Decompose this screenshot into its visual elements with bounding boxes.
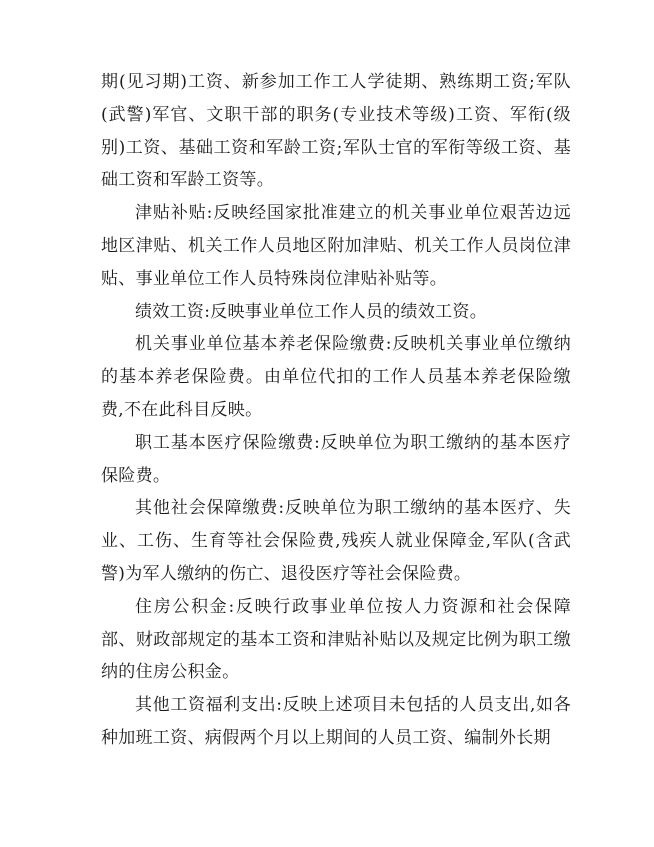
paragraph-other-welfare: 其他工资福利支出:反映上述项目未包括的人员支出,如各种加班工资、病假两个月以上期间的人员工资、编制外长期	[101, 695, 571, 748]
paragraph-medical-insurance: 职工基本医疗保险缴费:反映单位为职工缴纳的基本医疗保险费。	[101, 432, 571, 486]
paragraph-performance-pay: 绩效工资:反映事业单位工作人员的绩效工资。	[135, 301, 488, 322]
paragraph-pension-insurance: 机关事业单位基本养老保险缴费:反映机关事业单位缴纳的基本养老保险费。由单位代扣的工作人员基本养老保险缴费,不在此科目反映。	[101, 334, 571, 420]
paragraph-continuation: 期(见习期)工资、新参加工作工人学徒期、熟练期工资;军队(武警)军官、文职干部的职务(专业技术等级)工资、军衔(级别)工资、基础工资和军龄工资;军队士官的军衔等级工资、基础工资和军龄工资等。	[101, 72, 571, 191]
paragraph-other-social-security: 其他社会保障缴费:反映单位为职工缴纳的基本医疗、失业、工伤、生育等社会保险费,残疾人就业保障金,军队(含武警)为军人缴纳的伤亡、退役医疗等社会保险费。	[101, 498, 571, 584]
paragraph-housing-fund: 住房公积金:反映行政事业单位按人力资源和社会保障部、财政部规定的基本工资和津贴补贴以及规定比例为职工缴纳的住房公积金。	[101, 596, 571, 683]
document-body	[101, 66, 571, 755]
paragraph-allowances: 津贴补贴:反映经国家批准建立的机关事业单位艰苦边远地区津贴、机关工作人员地区附加津贴、机关工作人员岗位津贴、事业单位工作人员特殊岗位津贴补贴等。	[101, 203, 571, 289]
